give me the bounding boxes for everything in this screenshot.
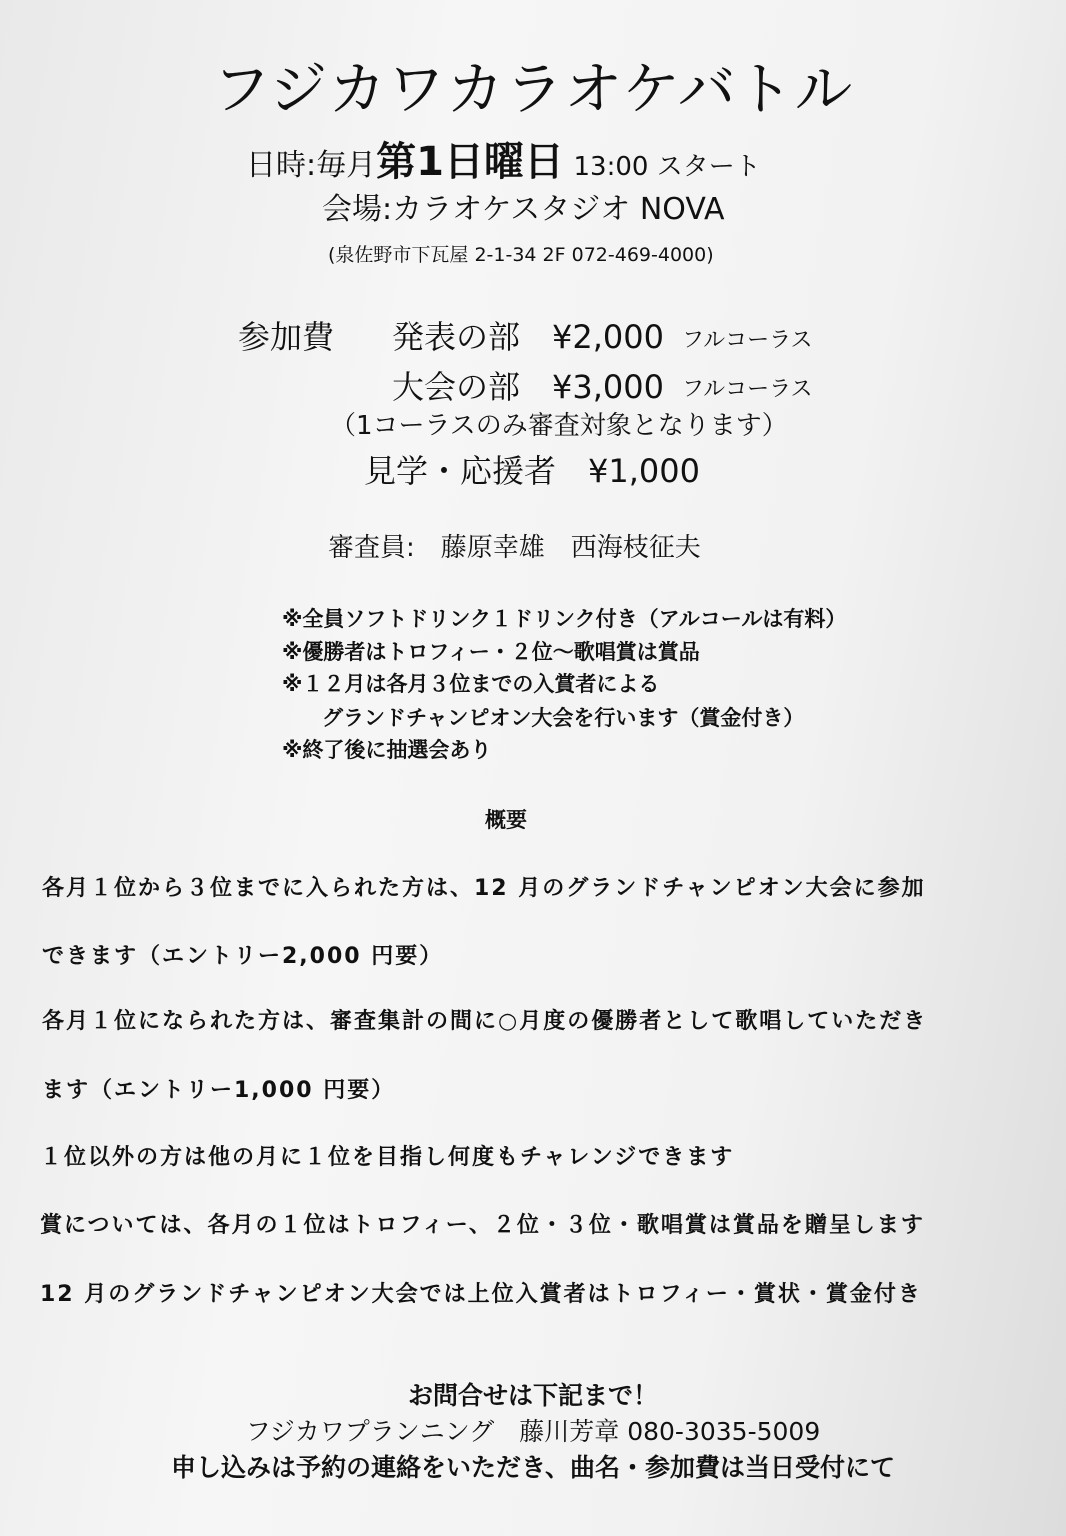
fee-label: 参加費 [238,318,335,356]
venue-address: (泉佐野市下瓦屋 2-1-34 2F 072-469-4000) [328,244,714,266]
overview-paragraph: できます（エントリー2,000 円要） [42,944,444,969]
schedule-time: 13:00 スタート [573,152,761,182]
schedule-prefix: 日時:毎月 [246,148,377,183]
fee-presentation-note: フルコーラス [682,328,813,353]
note-item: ※全員ソフトドリンク１ドリンク付き（アルコールは有料） [282,607,847,631]
note-item: ※終了後に抽選会あり [282,738,492,762]
overview-paragraph: 各月１位になられた方は、審査集計の間に○月度の優勝者として歌唱していただき [42,1009,928,1034]
judges: 審査員: 藤原幸雄 西海枝征夫 [328,533,701,563]
overview-heading: 概要 [485,808,527,832]
fee-observer: 見学・応援者 ¥1,000 [364,452,700,490]
page-title: フジカワカラオケバトル [212,55,854,123]
contact-line: フジカワプランニング 藤川芳章 080-3035-5009 [245,1417,821,1446]
schedule-day: 第1日曜日 [376,139,564,185]
note-item: グランドチャンピオン大会を行います（賞金付き） [322,706,805,730]
note-item: ※１２月は各月３位までの入賞者による [282,672,660,696]
overview-paragraph: ます（エントリー1,000 円要） [42,1078,396,1103]
fee-tournament-note: フルコーラス [682,377,813,402]
contact-heading: お問合せは下記まで！ [407,1381,658,1410]
fee-tournament: 大会の部 ¥3,000 [392,368,664,406]
fee-judging-note: （1コーラスのみ審査対象となります） [330,411,788,441]
overview-paragraph: 各月１位から３位までに入られた方は、12 月のグランドチャンピオン大会に参加 [42,876,926,901]
application-note: 申し込みは予約の連絡をいただき、曲名・参加費は当日受付にて [170,1453,895,1482]
event-schedule [246,130,761,187]
venue: 会場:カラオケスタジオ NOVA [322,192,725,227]
overview-paragraph: 賞については、各月の１位はトロフィー、２位・３位・歌唱賞は賞品を贈呈します [40,1213,925,1238]
note-item: ※優勝者はトロフィー・２位～歌唱賞は賞品 [282,640,700,664]
overview-paragraph: 12 月のグランドチャンピオン大会では上位入賞者はトロフィー・賞状・賞金付き [40,1282,922,1307]
overview-paragraph: １位以外の方は他の月に１位を目指し何度もチャレンジできます [40,1145,735,1170]
fee-presentation: 発表の部 ¥2,000 [392,318,664,356]
